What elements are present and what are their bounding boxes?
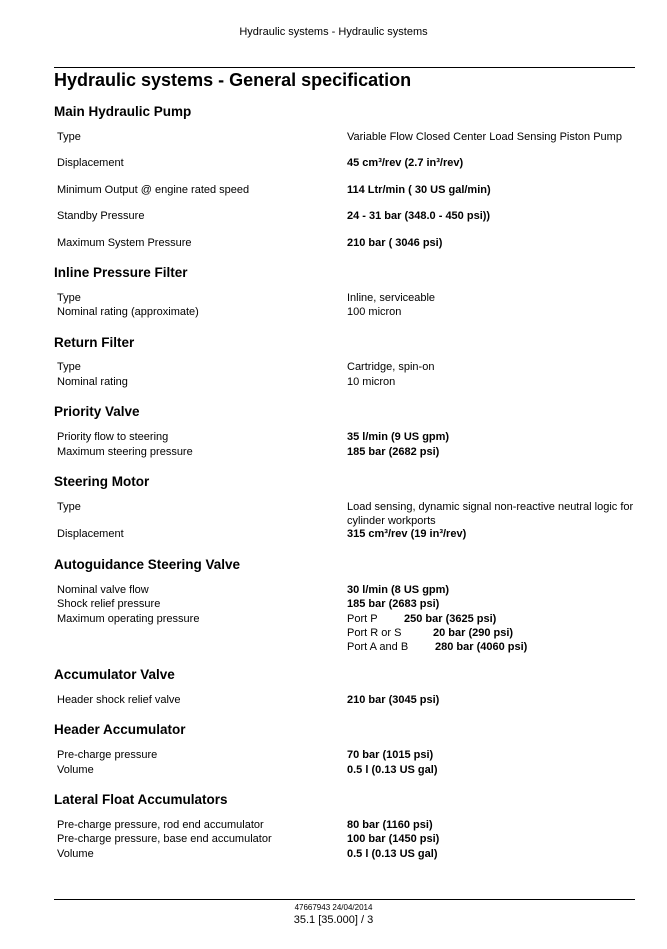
page-number: 35.1 [35.000] / 3 — [293, 914, 374, 926]
bottom-divider — [54, 899, 635, 900]
spec-label: Header shock relief valve — [57, 694, 181, 706]
spec-label: Pre-charge pressure, rod end accumulator — [57, 819, 264, 831]
spec-value: Inline, serviceable — [347, 292, 436, 304]
spec-value: 114 Ltr/min ( 30 US gal/min) — [347, 184, 491, 196]
spec-label: Standby Pressure — [57, 210, 145, 222]
document-code: 47667943 24/04/2014 — [294, 903, 373, 912]
spec-label: Maximum operating pressure — [57, 613, 200, 625]
spec-value: 45 cm³/rev (2.7 in³/rev) — [347, 157, 464, 169]
spec-value: 30 l/min (8 US gpm) — [347, 584, 450, 596]
section-title-lateral-float: Lateral Float Accumulators — [54, 792, 228, 807]
spec-label: Maximum steering pressure — [57, 446, 193, 458]
spec-label: Type — [57, 292, 81, 304]
spec-value: 100 micron — [347, 306, 402, 318]
spec-value: 0.5 l (0.13 US gal) — [347, 764, 438, 776]
section-title-main-pump: Main Hydraulic Pump — [54, 104, 192, 119]
spec-value: 185 bar (2683 psi) — [347, 598, 440, 610]
running-header: Hydraulic systems - Hydraulic systems — [239, 26, 428, 38]
spec-value: 24 - 31 bar (348.0 - 450 psi)) — [347, 210, 491, 222]
spec-value: Cartridge, spin-on — [347, 361, 435, 373]
spec-label: Pre-charge pressure — [57, 749, 158, 761]
section-title-priority-valve: Priority Valve — [54, 404, 140, 419]
section-title-steering-motor: Steering Motor — [54, 474, 150, 489]
spec-label: Priority flow to steering — [57, 431, 169, 443]
spec-value: 35 l/min (9 US gpm) — [347, 431, 450, 443]
spec-value: 100 bar (1450 psi) — [347, 833, 440, 845]
spec-value: 10 micron — [347, 376, 396, 388]
spec-value: 315 cm³/rev (19 in³/rev) — [347, 528, 467, 540]
spec-value: Load sensing, dynamic signal non-reactive neutral logic for cylinder workports — [347, 501, 634, 527]
spec-label: Nominal valve flow — [57, 584, 149, 596]
spec-value: Variable Flow Closed Center Load Sensing Piston Pump — [347, 131, 622, 143]
port-list — [347, 612, 528, 654]
spec-label: Type — [57, 501, 81, 513]
spec-label: Shock relief pressure — [57, 598, 161, 610]
section-title-header-accumulator: Header Accumulator — [54, 722, 186, 737]
spec-value: 210 bar (3045 psi) — [347, 694, 440, 706]
spec-label: Maximum System Pressure — [57, 237, 192, 249]
spec-label: Nominal rating (approximate) — [57, 306, 199, 318]
port-name: Port R or S — [347, 627, 402, 639]
port-name: Port A and B — [347, 641, 409, 653]
section-title-accumulator-valve: Accumulator Valve — [54, 667, 175, 682]
port-line — [347, 612, 497, 626]
section-title-inline-filter: Inline Pressure Filter — [54, 265, 188, 280]
port-value: 20 bar (290 psi) — [433, 627, 514, 639]
spec-label: Nominal rating — [57, 376, 128, 388]
port-line — [347, 626, 514, 640]
spec-label: Minimum Output @ engine rated speed — [57, 184, 250, 196]
spec-label: Volume — [57, 764, 94, 776]
spec-label: Type — [57, 361, 81, 373]
spec-value: 0.5 l (0.13 US gal) — [347, 848, 438, 860]
spec-value: 210 bar ( 3046 psi) — [347, 237, 443, 249]
section-title-return-filter: Return Filter — [54, 335, 135, 350]
port-name: Port P — [347, 613, 378, 625]
spec-label: Displacement — [57, 157, 124, 169]
port-value: 280 bar (4060 psi) — [435, 641, 528, 653]
spec-value: 80 bar (1160 psi) — [347, 819, 433, 831]
spec-label: Pre-charge pressure, base end accumulator — [57, 833, 272, 845]
spec-value: 185 bar (2682 psi) — [347, 446, 440, 458]
port-line — [347, 640, 528, 654]
top-divider — [54, 67, 635, 68]
spec-label: Volume — [57, 848, 94, 860]
spec-label: Displacement — [57, 528, 124, 540]
page-title: Hydraulic systems - General specification — [54, 70, 412, 90]
spec-value: 70 bar (1015 psi) — [347, 749, 434, 761]
port-value: 250 bar (3625 psi) — [404, 613, 497, 625]
spec-label: Type — [57, 131, 81, 143]
section-title-autoguidance: Autoguidance Steering Valve — [54, 557, 241, 572]
